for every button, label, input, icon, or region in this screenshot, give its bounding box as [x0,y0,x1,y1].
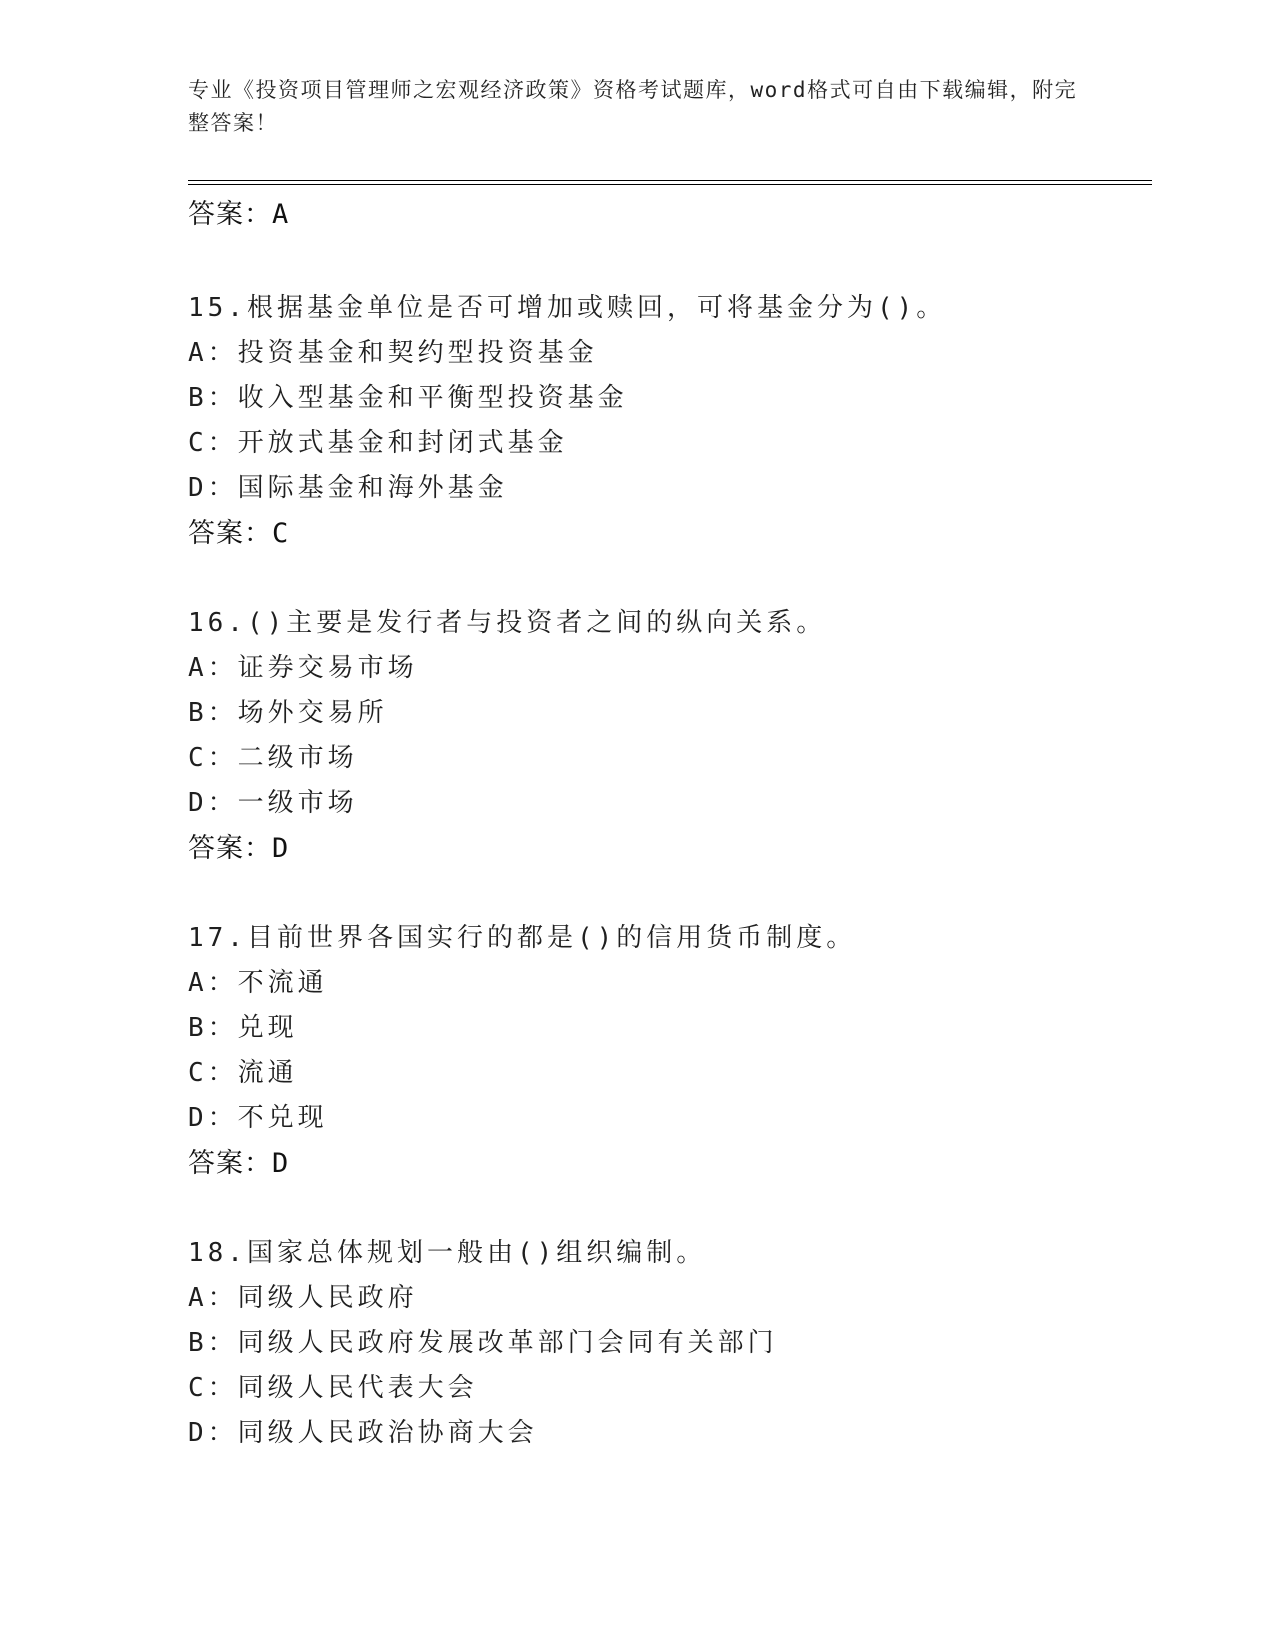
question-option: C：二级市场 [188,743,358,773]
question-option: A：不流通 [188,968,328,998]
question-option: D：不兑现 [188,1103,328,1133]
question-answer [188,826,289,865]
question-option: B：兑现 [188,1013,298,1043]
question-option: C：开放式基金和封闭式基金 [188,428,568,458]
question-stem: 17.目前世界各国实行的都是()的信用货币制度。 [188,923,857,953]
question-option: A：证券交易市场 [188,653,418,683]
previous-answer [188,192,289,231]
question-option: B：场外交易所 [188,698,388,728]
answer-label: 答案： [188,833,272,864]
answer-label: 答案： [188,518,272,549]
question-answer [188,511,289,550]
question-option: A：投资基金和契约型投资基金 [188,338,598,368]
question-option: D：国际基金和海外基金 [188,473,508,503]
document-header: 专业《投资项目管理师之宏观经济政策》资格考试题库，word格式可自由下载编辑，附完整答案！ [188,78,1078,135]
question-option: A：同级人民政府 [188,1283,418,1313]
question-answer [188,1141,289,1180]
header-divider-second [188,184,1152,185]
question-stem: 18.国家总体规划一般由()组织编制。 [188,1238,707,1268]
answer-value: D [272,833,290,864]
question-option: B：同级人民政府发展改革部门会同有关部门 [188,1328,778,1358]
answer-value: A [272,199,290,230]
question-option: C：流通 [188,1058,298,1088]
question-option: B：收入型基金和平衡型投资基金 [188,383,628,413]
answer-label: 答案： [188,1148,272,1179]
question-option: D：同级人民政治协商大会 [188,1418,538,1448]
question-option: C：同级人民代表大会 [188,1373,478,1403]
answer-label: 答案： [188,199,272,230]
question-option: D：一级市场 [188,788,358,818]
question-stem: 15.根据基金单位是否可增加或赎回，可将基金分为()。 [188,293,947,323]
answer-value: C [272,518,290,549]
answer-value: D [272,1148,290,1179]
question-stem: 16.()主要是发行者与投资者之间的纵向关系。 [188,608,827,638]
header-divider [188,180,1152,181]
